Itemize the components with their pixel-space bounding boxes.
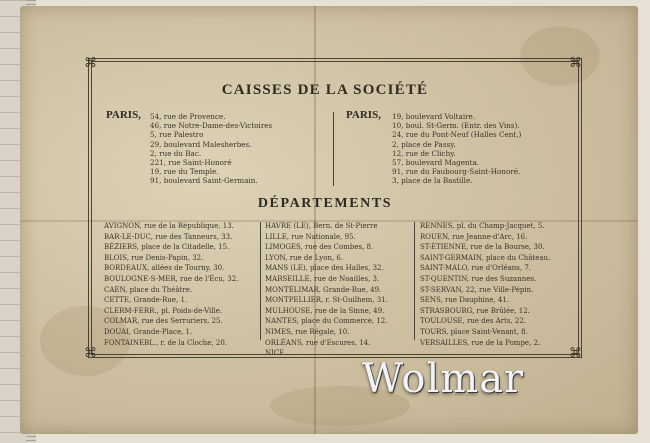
departement-entry: ST-QUENTIN, rue des Suzannes. xyxy=(420,274,537,283)
center-divider xyxy=(333,112,334,186)
departement-entry: RENNES, pl. du Champ-Jacquet, 5. xyxy=(420,222,545,230)
address-line: 54, rue de Provence. xyxy=(150,112,226,121)
departement-entry: SENS, rue Dauphine, 41. xyxy=(420,296,510,305)
departement-entry: DOUAI, Grande-Place, 1. xyxy=(104,327,193,336)
address-line: 29, boulevard Malesherbes. xyxy=(150,139,252,149)
corner-ornament-icon: ⌘ xyxy=(84,346,97,361)
departement-entry: MONTPELLIER, r. St-Guilhem, 31. xyxy=(265,296,388,305)
paris-left-city: PARIS, xyxy=(106,109,141,121)
departement-entry: MULHOUSE, rue de la Sinne, 49. xyxy=(265,306,385,315)
corner-ornament-icon: ⌘ xyxy=(569,346,582,361)
departements-title: DÉPARTEMENTS xyxy=(257,196,393,211)
departement-entry: CLERM-FERR., pl. Poids-de-Ville. xyxy=(104,306,223,315)
departements-column-3 xyxy=(420,221,550,348)
departement-entry: TOULOUSE, rue des Arts, 22. xyxy=(420,317,527,326)
paris-left-addresses xyxy=(150,112,272,186)
address-line: 19, boulevard Voltaire. xyxy=(392,112,476,121)
column-divider xyxy=(260,222,261,340)
paris-right-city: PARIS, xyxy=(346,109,381,121)
departement-entry: SAINT-GERMAIN, place du Château. xyxy=(420,253,551,262)
departement-entry: ORLÉANS, rue d'Escures, 14. xyxy=(265,338,371,347)
departement-entry: LYON, rue de Lyon, 6. xyxy=(265,253,344,262)
departements-column-2 xyxy=(265,221,388,359)
departement-entry: NICE. xyxy=(265,349,287,358)
address-line: 5, rue Palestro xyxy=(150,130,204,140)
address-line: 2, place de Passy. xyxy=(392,139,456,149)
departement-entry: MANS (LE), place des Halles, 32. xyxy=(265,264,384,273)
caisses-title xyxy=(0,82,650,99)
address-line: 221, rue Saint-Honoré xyxy=(150,158,232,168)
departement-entry: AVIGNON, rue de la République, 13. xyxy=(104,222,234,230)
address-line: 91, boulevard Saint-Germain. xyxy=(150,176,258,186)
departement-entry: ST-ÉTIENNE, rue de la Bourse, 30. xyxy=(420,243,545,252)
address-line: 3, place de la Bastille. xyxy=(392,176,473,186)
departement-entry: MARSEILLE, rue de Noailles, 3. xyxy=(265,274,380,283)
departement-entry: CAEN, place du Théâtre. xyxy=(104,285,193,294)
departement-entry: BLOIS, rue Denis-Papin, 32. xyxy=(104,253,204,262)
address-line: 57, boulevard Magenta. xyxy=(392,158,480,168)
departement-entry: CETTE, Grande-Rue, 1. xyxy=(104,296,188,305)
address-line: 10, boul. St-Germ. (Entr. des Vins). xyxy=(392,121,520,131)
departement-entry: NIMES, rue Régale, 10. xyxy=(265,327,350,336)
departement-entry: SAINT-MALO, rue d'Orléans, 7. xyxy=(420,264,532,273)
departement-entry: LIMOGES, rue des Combes, 8. xyxy=(265,243,374,252)
departement-entry: NANTES, place du Commerce, 12. xyxy=(265,317,388,326)
departement-entry: LILLE, rue Nationale, 95. xyxy=(265,232,356,241)
address-line: 24, rue du Pont-Neuf (Halles Cent.) xyxy=(392,130,522,140)
corner-ornament-icon: ⌘ xyxy=(569,56,582,71)
address-line: 19, rue du Temple. xyxy=(150,167,219,177)
address-line: 91, rue du Faubourg-Saint-Honoré. xyxy=(392,167,521,177)
departement-entry: MONTÉLIMAR, Grande-Rue, 49. xyxy=(265,285,382,294)
paris-right-addresses xyxy=(392,112,521,186)
departements-column-1 xyxy=(104,221,238,348)
wolmar-watermark: Wolmar xyxy=(362,356,525,402)
departement-entry: BAR-LE-DUC, rue des Tanneurs, 33. xyxy=(104,232,233,241)
departement-entry: ROUEN, rue Jeanne-d'Arc, 16. xyxy=(420,232,528,241)
departement-entry: FONTAINEBL., r. de la Cloche, 20. xyxy=(104,338,228,347)
departement-entry: BÉZIERS, place de la Citadelle, 15. xyxy=(104,243,230,252)
departement-entry: VERSAILLES, rue de la Pompe, 2. xyxy=(420,338,541,347)
address-line: 2, rue du Bac. xyxy=(150,148,202,158)
corner-ornament-icon: ⌘ xyxy=(84,56,97,71)
departement-entry: BOULOGNE-S-MER, rue de l'Écu, 32. xyxy=(104,274,239,283)
departement-entry: COLMAR, rue des Serruriers, 25. xyxy=(104,317,223,326)
title-text: CAISSES DE LA SOCIÉTÉ xyxy=(221,82,429,98)
departement-entry: BORDEAUX, allées de Tourny, 30. xyxy=(104,264,225,273)
address-line: 46, rue Notre-Dame-des-Victoires xyxy=(150,121,273,131)
column-divider xyxy=(414,222,415,340)
address-line: 12, rue de Clichy. xyxy=(392,148,456,158)
departement-entry: TOURS, place Saint-Venant, 8. xyxy=(420,327,528,336)
departement-entry: ST-SERVAN, 22, rue Ville-Pépin. xyxy=(420,285,534,294)
departement-entry: HAVRE (LE), Bern. de St-Pierre xyxy=(265,222,378,230)
departement-entry: STRASBOURG, rue Brûlée, 12. xyxy=(420,306,530,315)
